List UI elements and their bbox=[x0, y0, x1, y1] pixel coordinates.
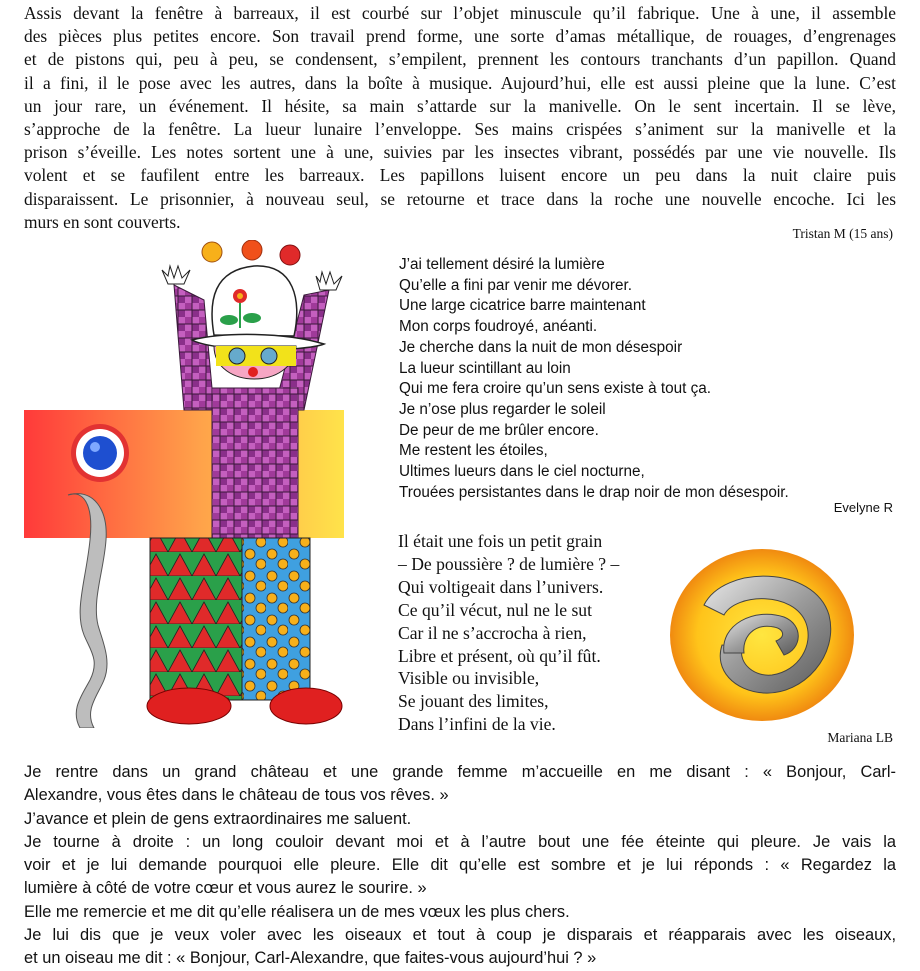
story-line: un jour rare, un événement. Il hésite, sa main s’attarde sur la manivelle. On le sent incertain. Il se lève, bbox=[24, 95, 896, 116]
poem-line: Mon corps foudroyé, anéanti. bbox=[399, 318, 598, 336]
story-line: Je tourne à droite : un long couloir devant moi et à l’autre bout une fée éteinte qui pleure. Je vais la bbox=[24, 832, 896, 851]
poem-line: – De poussière ? de lumière ? – bbox=[398, 553, 620, 574]
poem-line: Ce qu’il vécut, nul ne le sut bbox=[398, 599, 592, 620]
poem-line: Se jouant des limites, bbox=[398, 691, 549, 712]
poem-line: Je n’ose plus regarder le soleil bbox=[399, 400, 606, 418]
story-line: et un oiseau me dit : « Bonjour, Carl-Alexandre, que faites-vous aujourd’hui ? » bbox=[24, 949, 597, 968]
story-paragraph bbox=[24, 761, 896, 808]
story-line: Alexandre, vous êtes dans le château de tous vos rêves. » bbox=[24, 786, 449, 805]
poem-line: Trouées persistantes dans le drap noir de mon désespoir. bbox=[399, 483, 789, 501]
story-line: J’avance et plein de gens extraordinaires me saluent. bbox=[24, 809, 412, 828]
poem-mariana bbox=[398, 530, 619, 736]
story-line: il a fini, il le pose avec les autres, dans la boîte à musique. Aujourd’hui, elle est aussi pleine que la lune. C’est bbox=[24, 72, 896, 93]
author-mariana: Mariana LB bbox=[827, 730, 893, 745]
story-line: prison s’éveille. Les notes sortent une à une, suivies par les insectes vibrant, possédés par une vie nouvelle. Ils bbox=[24, 142, 896, 163]
poem-line: Dans l’infini de la vie. bbox=[398, 714, 556, 735]
swirl-illustration bbox=[664, 545, 860, 725]
poem-line: Libre et présent, où qu’il fût. bbox=[398, 645, 601, 666]
story-line: s’approche de la fenêtre. La lueur lunaire l’enveloppe. Ses mains crispées s’animent sur la manivelle et la bbox=[24, 119, 896, 140]
story-line: des pièces plus petites encore. Son travail prend forme, une sorte d’amas métallique, de rouages, d’engrenages bbox=[24, 26, 896, 47]
story-paragraph bbox=[24, 808, 896, 831]
story-paragraph bbox=[24, 831, 896, 901]
story-line: et de pistons qui, peu à peu, se condensent, s’empilent, prennent les contours tranchants d’un papillon. Quand bbox=[24, 49, 896, 70]
clown-illustration bbox=[24, 240, 344, 728]
poem-line: Me restent les étoiles, bbox=[399, 442, 548, 460]
poem-line: La lueur scintillant au loin bbox=[399, 359, 571, 377]
poem-line: Visible ou invisible, bbox=[398, 668, 540, 689]
story-line: lumière à côté de votre cœur et vous aurez le sourire. » bbox=[24, 879, 427, 898]
story-line: disparaissent. Le prisonnier, à nouveau seul, se retourne et trace dans la roche une nouvelle encoche. Ici les bbox=[24, 188, 896, 209]
author-evelyne: Evelyne R bbox=[833, 500, 893, 515]
poem-line: J’ai tellement désiré la lumière bbox=[399, 256, 605, 273]
story-tristan bbox=[24, 2, 896, 234]
poem-evelyne bbox=[399, 255, 789, 503]
poem-line: Qu’elle a fini par venir me dévorer. bbox=[399, 276, 632, 294]
story-line: murs en sont couverts. bbox=[24, 211, 181, 232]
poem-line: Qui voltigeait dans l’univers. bbox=[398, 576, 604, 597]
story-line: Je rentre dans un grand château et une grande femme m’accueille en me disant : « Bonjour, Carl- bbox=[24, 763, 896, 781]
story-line: volent et se faufilent entre les barreaux. Les papillons luisent encore un peu dans la nuit claire puis bbox=[24, 165, 896, 186]
story-paragraph bbox=[24, 901, 896, 924]
story-line: Je lui dis que je veux voler avec les oiseaux et tout à coup je disparais et réapparais avec les oiseaux, bbox=[24, 926, 896, 945]
poem-line: Car il ne s’accrocha à rien, bbox=[398, 622, 587, 643]
poem-line: Une large cicatrice barre maintenant bbox=[399, 297, 646, 315]
author-tristan: Tristan M (15 ans) bbox=[792, 226, 893, 241]
poem-line: Il était une fois un petit grain bbox=[398, 531, 603, 551]
poem-line: Ultimes lueurs dans le ciel nocturne, bbox=[399, 463, 645, 481]
story-line: voir et je lui demande pourquoi elle pleure. Elle dit qu’elle est sombre et je lui réponds : « Regardez la bbox=[24, 856, 896, 875]
story-carl-alexandre bbox=[24, 761, 896, 971]
poem-line: Je cherche dans la nuit de mon désespoir bbox=[399, 338, 683, 356]
poem-line: De peur de me brûler encore. bbox=[399, 421, 599, 439]
story-line: Elle me remercie et me dit qu’elle réalisera un de mes vœux les plus chers. bbox=[24, 902, 570, 921]
story-line: Assis devant la fenêtre à barreaux, il est courbé sur l’objet minuscule qu’il fabrique. Une à une, il assemble bbox=[24, 3, 896, 23]
poem-line: Qui me fera croire qu’un sens existe à tout ça. bbox=[399, 380, 712, 398]
